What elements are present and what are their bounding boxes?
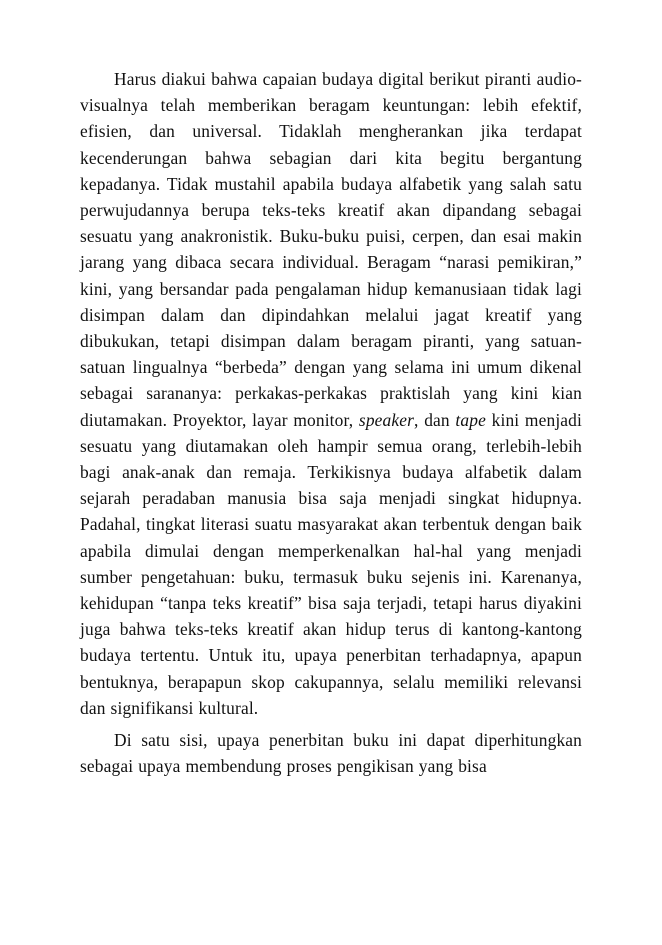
body-text [80, 66, 582, 779]
paragraph-text: Harus diakui bahwa capaian budaya digital berikut piranti audio-visualnya telah memberikan beragam keuntungan: lebih efektif, efisien, dan universal. Tidaklah mengherankan jika terdapat kecenderungan bahwa sebagian dari kita begitu bergantung kepadanya. Tidak mustahil apabila budaya alfabetik yang salah satu perwujudannya berupa teks-teks kreatif akan dipandang sebagai sesuatu yang anakronistik. Buku-buku puisi, cerpen, dan esai makin jarang yang dibaca secara individual. Beragam “narasi pemikiran,” kini, yang bersandar pada pengalaman hidup kemanusiaan tidak lagi disimpan dalam dan dipindahkan melalui jagat kreatif yang dibukukan, tetapi disimpan dalam beragam piranti, yang satuan-satuan lingualnya “berbeda” dengan yang selama ini umum dikenal sebagai sarananya: perkakas-perkakas praktislah yang kini kian diutamakan. Proyektor, layar monitor, [80, 69, 582, 430]
paragraph-2 [80, 727, 582, 779]
paragraph-1 [80, 66, 582, 721]
paragraph-text: Di satu sisi, upaya penerbitan buku ini dapat diperhitungkan sebagai upaya membendung proses pengikisan yang bisa [80, 730, 582, 777]
paragraph-text: kini menjadi sesuatu yang diutamakan oleh hampir semua orang, terlebih-lebih bagi anak-anak dan remaja. Terkikisnya budaya alfabetik dalam sejarah peradaban manusia bisa saja menjadi singkat hidupnya. Padahal, tingkat literasi suatu masyarakat akan terbentuk dengan baik apabila dimulai dengan memperkenalkan hal-hal yang menjadi sumber pengetahuan: buku, termasuk buku sejenis ini. Karenanya, kehidupan “tanpa teks kreatif” bisa saja terjadi, tetapi harus diyakini juga bahwa teks-teks kreatif akan hidup terus di kantong-kantong budaya tertentu. Untuk itu, upaya penerbitan terhadapnya, apapun bentuknya, berapapun skop cakupannya, selalu memiliki relevansi dan signifikansi kultural. [80, 409, 582, 718]
italic-term-tape: tape [455, 409, 486, 430]
paragraph-text: , dan [414, 409, 456, 430]
italic-term-speaker: speaker [358, 409, 415, 430]
